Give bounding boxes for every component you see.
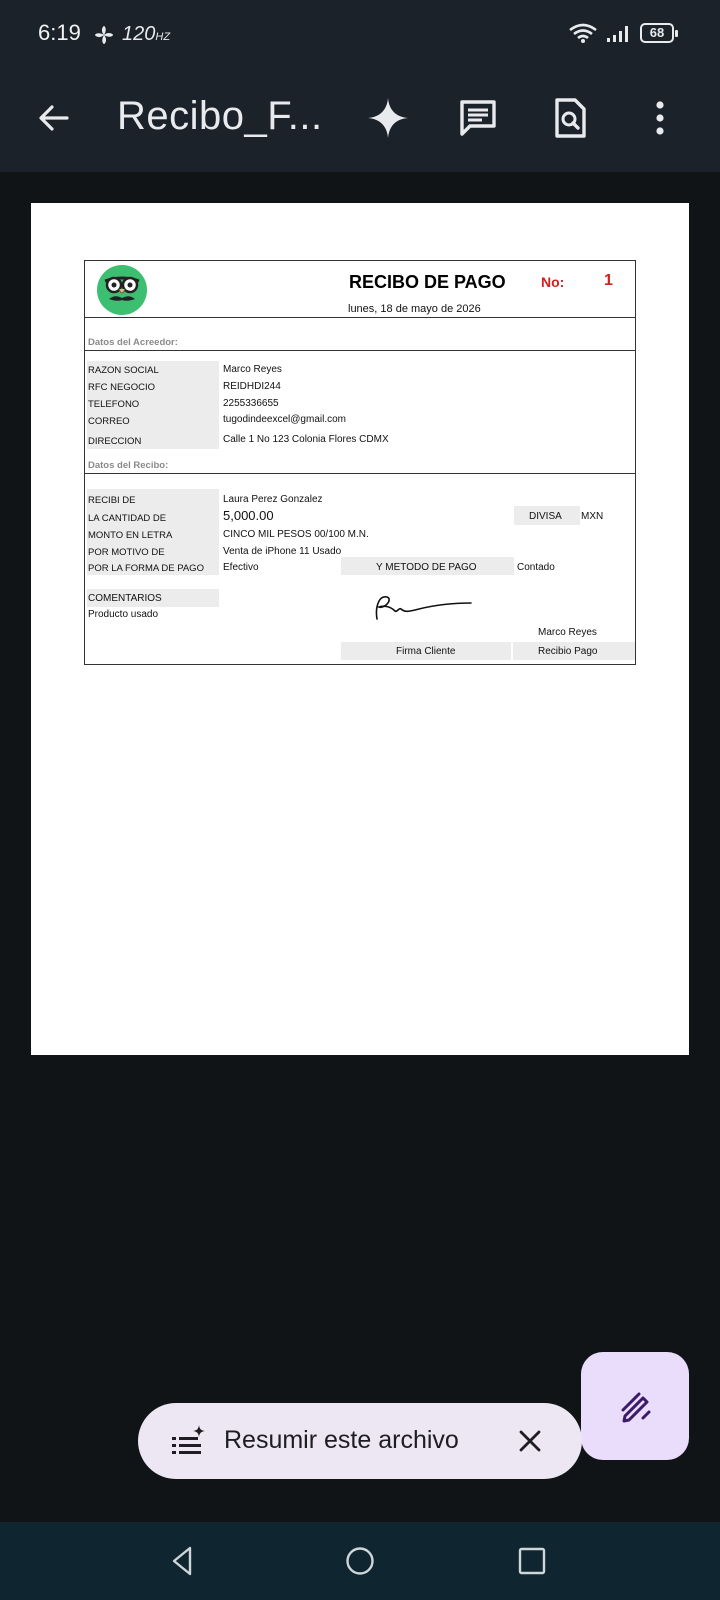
amount-value: 5,000.00 <box>223 508 274 523</box>
amount-label: LA CANTIDAD DE <box>88 513 167 524</box>
status-bar <box>0 0 720 66</box>
currency-value: MXN <box>581 511 604 522</box>
status-time: 6:19 <box>38 20 81 45</box>
summarize-icon <box>172 1425 206 1457</box>
nav-recents-icon[interactable] <box>515 1544 549 1578</box>
receipt <box>84 260 636 665</box>
wifi-icon <box>568 22 598 44</box>
system-nav-bar <box>0 1522 720 1600</box>
creditor-label: RAZON SOCIAL <box>88 365 159 376</box>
document-page <box>31 203 689 1055</box>
section-creditor: Datos del Acreedor: <box>88 337 178 348</box>
find-in-document-icon[interactable] <box>548 96 592 140</box>
creditor-value: tugodindeexcel@gmail.com <box>223 414 346 425</box>
sparkle-icon[interactable] <box>366 96 410 140</box>
comment-icon[interactable] <box>456 96 500 140</box>
nav-home-icon[interactable] <box>343 1544 377 1578</box>
signature-image <box>369 589 475 625</box>
receipt-number: 1 <box>604 272 613 289</box>
receipt-date: lunes, 18 de mayo de 2026 <box>348 303 481 315</box>
payment-method-label: Y METODO DE PAGO <box>376 562 477 573</box>
received-from-label: RECIBI DE <box>88 495 136 506</box>
creditor-label: RFC NEGOCIO <box>88 382 156 393</box>
signal-icon <box>606 23 632 43</box>
creditor-label: TELEFONO <box>88 399 140 410</box>
creditor-label: DIRECCION <box>88 436 142 447</box>
amount-words-label: MONTO EN LETRA <box>88 530 173 541</box>
pen-icon <box>615 1386 655 1426</box>
creditor-value: 2255336655 <box>223 398 279 409</box>
signature-receiver-label: Recibio Pago <box>538 646 598 657</box>
receiver-name: Marco Reyes <box>538 627 597 638</box>
app-bar <box>0 66 720 172</box>
fan-icon <box>93 24 115 46</box>
annotate-button[interactable] <box>581 1352 689 1460</box>
amount-words-value: CINCO MIL PESOS 00/100 M.N. <box>223 529 369 540</box>
creditor-value: REIDHDI244 <box>223 381 281 392</box>
receipt-title: RECIBO DE PAGO <box>349 272 506 292</box>
summarize-label: Resumir este archivo <box>224 1426 459 1454</box>
summarize-chip[interactable] <box>138 1403 582 1479</box>
close-icon[interactable] <box>516 1427 544 1455</box>
reason-value: Venta de iPhone 11 Usado <box>223 546 342 557</box>
document-title: Recibo_F... <box>117 94 323 138</box>
comments-value: Producto usado <box>88 609 159 620</box>
received-from-value: Laura Perez Gonzalez <box>223 494 323 505</box>
comments-label: COMENTARIOS <box>88 593 162 604</box>
battery-icon: 68 <box>640 23 674 43</box>
currency-label: DIVISA <box>529 511 562 522</box>
company-logo <box>97 265 147 315</box>
creditor-label: CORREO <box>88 416 130 427</box>
reason-label: POR MOTIVO DE <box>88 547 165 558</box>
receipt-number-label: No: <box>541 274 565 290</box>
creditor-value: Calle 1 No 123 Colonia Flores CDMX <box>223 434 389 445</box>
payment-form-label: POR LA FORMA DE PAGO <box>88 563 204 574</box>
payment-form-value: Efectivo <box>223 562 259 573</box>
disguise-glasses-icon <box>97 265 147 315</box>
section-receipt: Datos del Recibo: <box>88 460 169 471</box>
document-viewer[interactable] <box>0 172 720 1522</box>
arrow-left-icon[interactable] <box>34 98 74 138</box>
signature-client-label: Firma Cliente <box>396 646 456 657</box>
more-vert-icon[interactable] <box>638 96 682 140</box>
creditor-value: Marco Reyes <box>223 364 282 375</box>
nav-back-icon[interactable] <box>166 1544 200 1578</box>
refresh-rate: 120HZ <box>122 23 171 45</box>
payment-method-value: Contado <box>517 562 555 573</box>
